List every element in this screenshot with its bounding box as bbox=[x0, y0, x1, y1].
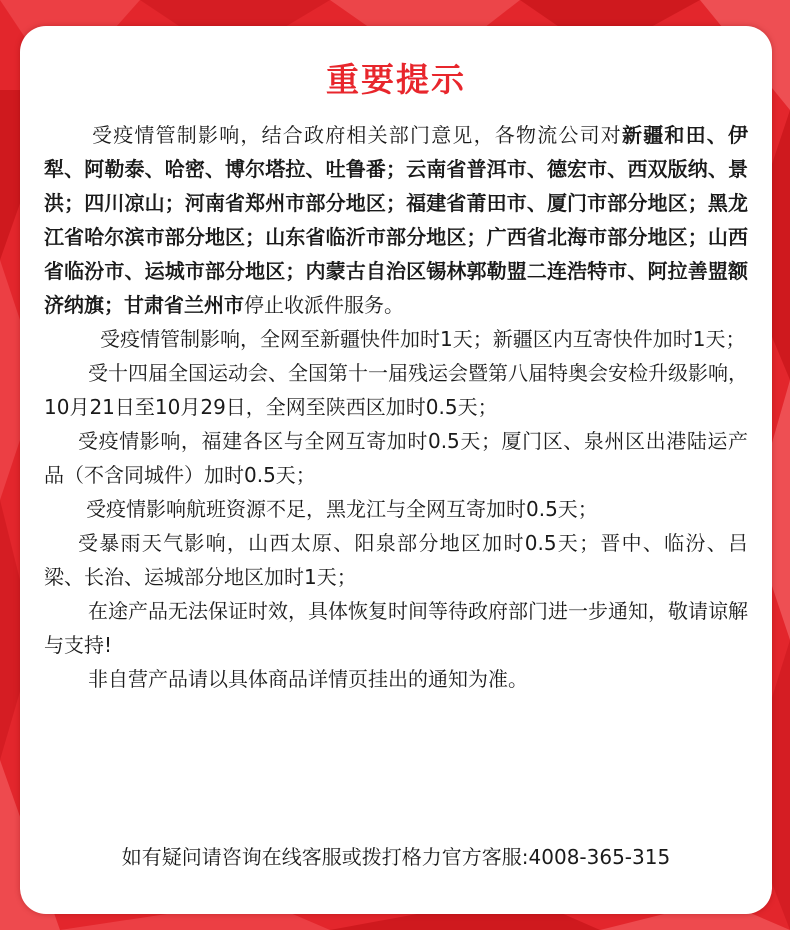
notice-paragraph-non-self-operated: 非自营产品请以具体商品详情页挂出的通知为准。 bbox=[88, 667, 528, 691]
notice-card bbox=[20, 26, 772, 914]
notice-paragraph-shanxi: 受暴雨天气影响，山西太原、阳泉部分地区加时0.5天；晋中、临汾、吕梁、长治、运城部分地区加时1天； bbox=[44, 531, 748, 589]
notice-paragraph-shaanxi: 受十四届全国运动会、全国第十一届残运会暨第八届特奥会安检升级影响，10月21日至10月29日，全网至陕西区加时0.5天； bbox=[44, 361, 748, 419]
notice-paragraph-fujian: 受疫情影响，福建各区与全网互寄加时0.5天；厦门区、泉州区出港陆运产品（不含同城件）加时0.5天； bbox=[44, 429, 748, 487]
contact-line: 如有疑问请咨询在线客服或拨打格力官方客服:4008-365-315 bbox=[121, 845, 671, 869]
notice-paragraph-xinjiang: 受疫情管制影响，全网至新疆快件加时1天；新疆区内互寄快件加时1天； bbox=[100, 327, 746, 351]
notice-paragraph-intro: 受疫情管制影响，结合政府相关部门意见，各物流公司对 bbox=[92, 123, 622, 147]
notice-paragraph-in-transit: 在途产品无法保证时效，具体恢复时间等待政府部门进一步通知，敬请谅解与支持! bbox=[44, 599, 748, 657]
notice-paragraph-heilongjiang: 受疫情影响航班资源不足，黑龙江与全网互寄加时0.5天； bbox=[86, 497, 598, 521]
notice-paragraph-ending: 停止收派件服务。 bbox=[244, 293, 404, 317]
notice-body bbox=[44, 118, 748, 696]
affected-regions: 新疆和田、伊犁、阿勒泰、哈密、博尔塔拉、吐鲁番；云南省普洱市、德宏市、西双版纳、景洪；四川凉山；河南省郑州市部分地区；福建省莆田市、厦门市部分地区；黑龙江省哈尔滨市部分地区；山东省临沂市部分地区；广西省北海市部分地区；山西省临汾市、运城市部分地区；内蒙古自治区锡林郭勒盟二连浩特市、阿拉善盟额济纳旗；甘肃省兰州市 bbox=[44, 123, 748, 317]
notice-paragraph-stop-service bbox=[44, 118, 748, 322]
notice-title: 重要提示 bbox=[326, 60, 466, 99]
